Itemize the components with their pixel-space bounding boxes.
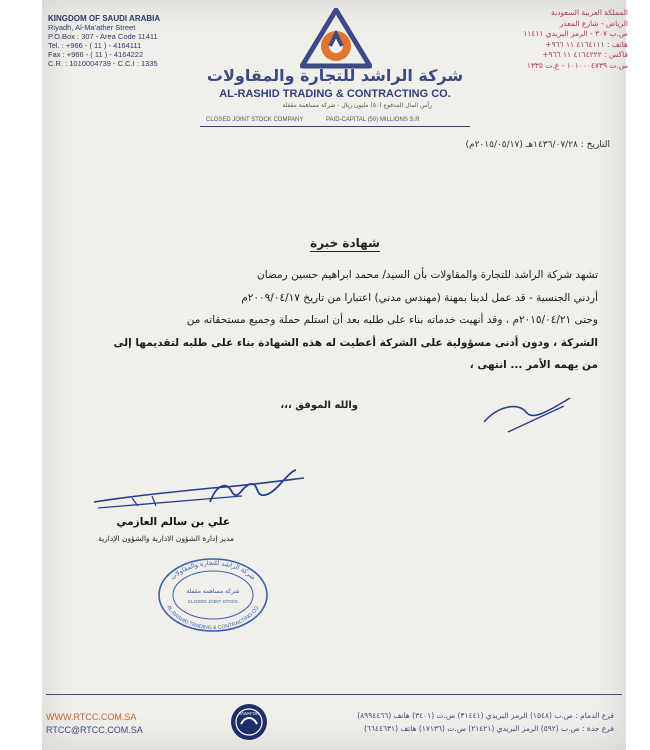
arabic-address-block bbox=[498, 8, 628, 71]
english-fax: Fax : +966 - ( 11 ) - 4164222 bbox=[48, 50, 144, 59]
certificate-title: شهادة خبرة bbox=[310, 236, 380, 250]
arabic-pobox: ص.ب ٣٠٧ - الرمز البريدي ١١٤١١ bbox=[523, 29, 628, 38]
capital-arabic: رأس المال المدفوع (٥٠) مليون ريال - شركة مساهمة مقفلة bbox=[282, 102, 432, 109]
arabic-tel: هاتف : ٤١٦٤١١١ ١١ ٩٦٦+ bbox=[545, 39, 628, 49]
closing-phrase: والله الموفق ،،، bbox=[280, 400, 358, 411]
footer-badge-logo bbox=[229, 702, 269, 742]
footer-badge-text: TAWAFOR bbox=[238, 711, 260, 716]
stamp-arabic-arc: شركة الراشد للتجارة والمقاولات bbox=[168, 558, 258, 582]
signer-title: مدير إدارة الشؤون الادارية والشؤون الإدارية bbox=[98, 534, 234, 543]
arabic-country: المملكة العربية السعودية bbox=[551, 8, 628, 17]
body-line: أردني الجنسية - قد عمل لدينا بمهنة (مهندس مدني) اعتبارا من تاريخ ٢٠٠٩/٠٤/١٧م bbox=[241, 291, 598, 304]
letter-date: التاريخ : ١٤٣٦/٠٧/٢٨هـ (٢٠١٥/٠٥/١٧م) bbox=[465, 140, 610, 150]
company-name-arabic: شركة الراشد للتجارة والمقاولات bbox=[206, 66, 464, 85]
footer-branches bbox=[312, 709, 614, 735]
company-name-english: AL-RASHID TRADING & CONTRACTING CO. bbox=[219, 88, 451, 100]
paid-capital-label: PAID-CAPITAL (50) MILLIONS S.R bbox=[326, 117, 420, 123]
body-line: الشركة ، ودون أدنى مسؤولية على الشركة أعطيت له هذه الشهادة بناء على طلبه لتقديمها إلى bbox=[113, 336, 598, 349]
body-line: تشهد شركة الراشد للتجارة والمقاولات بأن السيد/ محمد ابراهيم حسين رمضان bbox=[257, 269, 598, 281]
footer-website: WWW.RTCC.COM.SA bbox=[46, 712, 137, 722]
signer-name: علي بن سالم العازمي bbox=[116, 516, 230, 528]
company-logo bbox=[300, 8, 372, 70]
english-tel: Tel. : +966 - ( 11 ) - 4164111 bbox=[48, 41, 142, 50]
arabic-cr: س.ت ١٠١٠٠٠٤٧٣٩ - غ.ت ١٣٣٥ bbox=[526, 60, 628, 70]
english-country: KINGDOM OF SAUDI ARABIA bbox=[48, 14, 161, 23]
body-line: من يهمه الأمر ... انتهى ، bbox=[469, 359, 598, 371]
footer-rule bbox=[46, 694, 622, 695]
arabic-city: الرياض - شارع المعذر bbox=[559, 18, 628, 28]
english-city: Riyadh, Al-Ma'ather Street bbox=[48, 23, 136, 32]
handwritten-signature bbox=[92, 466, 307, 516]
footer-branch-dammam: فرع الدمام : ص.ب (١٥٤٨) الرمز البريدي (٣١٤٤١) س.ت (٣٤٠١) هاتف (٨٩٩٤٤٦٦) bbox=[357, 711, 614, 720]
english-pobox: P.O.Box : 307 - Area Code 11411 bbox=[48, 32, 158, 41]
footer-branch-jeddah: فرع جدة : ص.ب (٥٩٢) الرمز البريدي (٢١٤٢١) س.ت (١٧١٣٦) هاتف (٦٦٤٤٦٣١) bbox=[363, 724, 614, 733]
footer-email: RTCC@RTCC.COM.SA bbox=[46, 725, 143, 735]
english-cr: C.R. : 1010004739 - C.C.I : 1335 bbox=[48, 59, 158, 68]
header-rule bbox=[200, 126, 470, 127]
stamp-center-english: CLOSED JOINT STOCK bbox=[187, 599, 239, 604]
body-line: وحتى ٢٠١٥/٠٤/٢١م ، وقد أنهيت خدماته بناء على طلبه بعد أن استلم حملة وجميع مستحقاته من bbox=[186, 314, 598, 326]
english-address-block bbox=[48, 14, 208, 68]
handwritten-initial bbox=[478, 392, 578, 436]
footer-contact bbox=[46, 711, 143, 737]
arabic-fax: فاكس : ٤١٦٤٢٢٢ ١١ ٩٦٦+ bbox=[542, 50, 628, 59]
stamp-english-arc: AL-RASHID TRADING & CONTRACTING CO. bbox=[165, 604, 261, 632]
stamp-center-arabic: شركة مساهمة مقفلة bbox=[186, 588, 240, 595]
company-stamp bbox=[157, 557, 269, 633]
closed-joint-stock-label: CLOSED JOINT STOCK COMPANY bbox=[206, 117, 304, 123]
letter-body bbox=[58, 264, 598, 377]
